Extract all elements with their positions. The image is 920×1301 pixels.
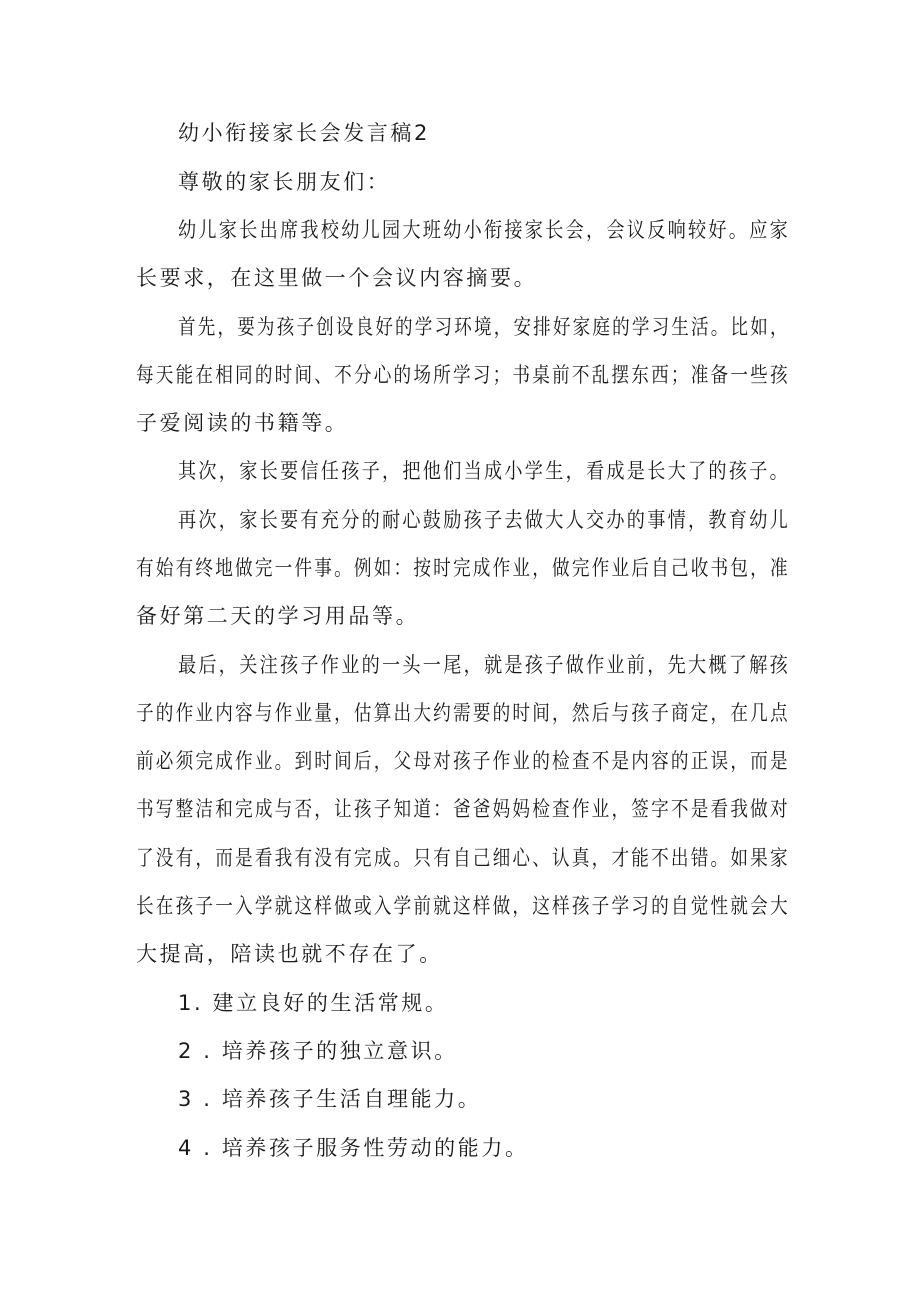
paragraph-4-line-3: 备好第二天的学习用品等。 [136,604,420,628]
paragraph-5-line-7: 大提高，陪读也就不存在了。 [136,942,443,966]
paragraph-5-line-4: 书写整洁和完成与否，让孩子知道：爸爸妈妈检查作业，签字不是看我做对 [136,797,790,821]
paragraph-4-line-1: 再次，家长要有充分的耐心鼓励孩子去做大人交办的事情，教育幼儿 [178,508,790,532]
paragraph-5-line-6: 长在孩子一入学就这样做或入学前就这样做，这样孩子学习的自觉性就会大 [136,894,790,918]
list-item-3: 3 . 培养孩子生活自理能力。 [178,1087,482,1111]
list-item-1: 1. 建立良好的生活常规。 [178,991,449,1015]
paragraph-2-line-2: 每天能在相同的时间、不分心的场所学习；书桌前不乱摆东西；准备一些孩 [136,363,790,387]
document-title: 幼小衔接家长会发言稿2 [178,121,430,145]
paragraph-2-line-3: 子爱阅读的书籍等。 [136,411,349,435]
paragraph-1-line-2: 长要求，在这里做一个会议内容摘要。 [136,266,538,290]
paragraph-1-line-1: 幼儿家长出席我校幼儿园大班幼小衔接家长会，会议反响较好。应家 [178,218,790,242]
paragraph-4-line-2: 有始有终地做完一件事。例如：按时完成作业，做完作业后自己收书包，准 [136,556,790,580]
paragraph-5-line-2: 子的作业内容与作业量，估算出大约需要的时间，然后与孩子商定，在几点 [136,701,790,725]
paragraph-5-line-3: 前必须完成作业。到时间后，父母对孩子作业的检查不是内容的正误，而是 [136,749,790,773]
paragraph-3-line-1: 其次，家长要信任孩子，把他们当成小学生，看成是长大了的孩子。 [178,459,790,483]
salutation: 尊敬的家长朋友们： [178,170,391,194]
list-item-4: 4 . 培养孩子服务性劳动的能力。 [178,1136,529,1160]
paragraph-5-line-1: 最后，关注孩子作业的一头一尾，就是孩子做作业前，先大概了解孩 [178,653,790,677]
list-item-2: 2 . 培养孩子的独立意识。 [178,1039,458,1063]
paragraph-5-line-5: 了没有，而是看我有没有完成。只有自己细心、认真，才能不出错。如果家 [136,846,790,870]
paragraph-2-line-1: 首先，要为孩子创设良好的学习环境，安排好家庭的学习生活。比如， [178,315,790,339]
